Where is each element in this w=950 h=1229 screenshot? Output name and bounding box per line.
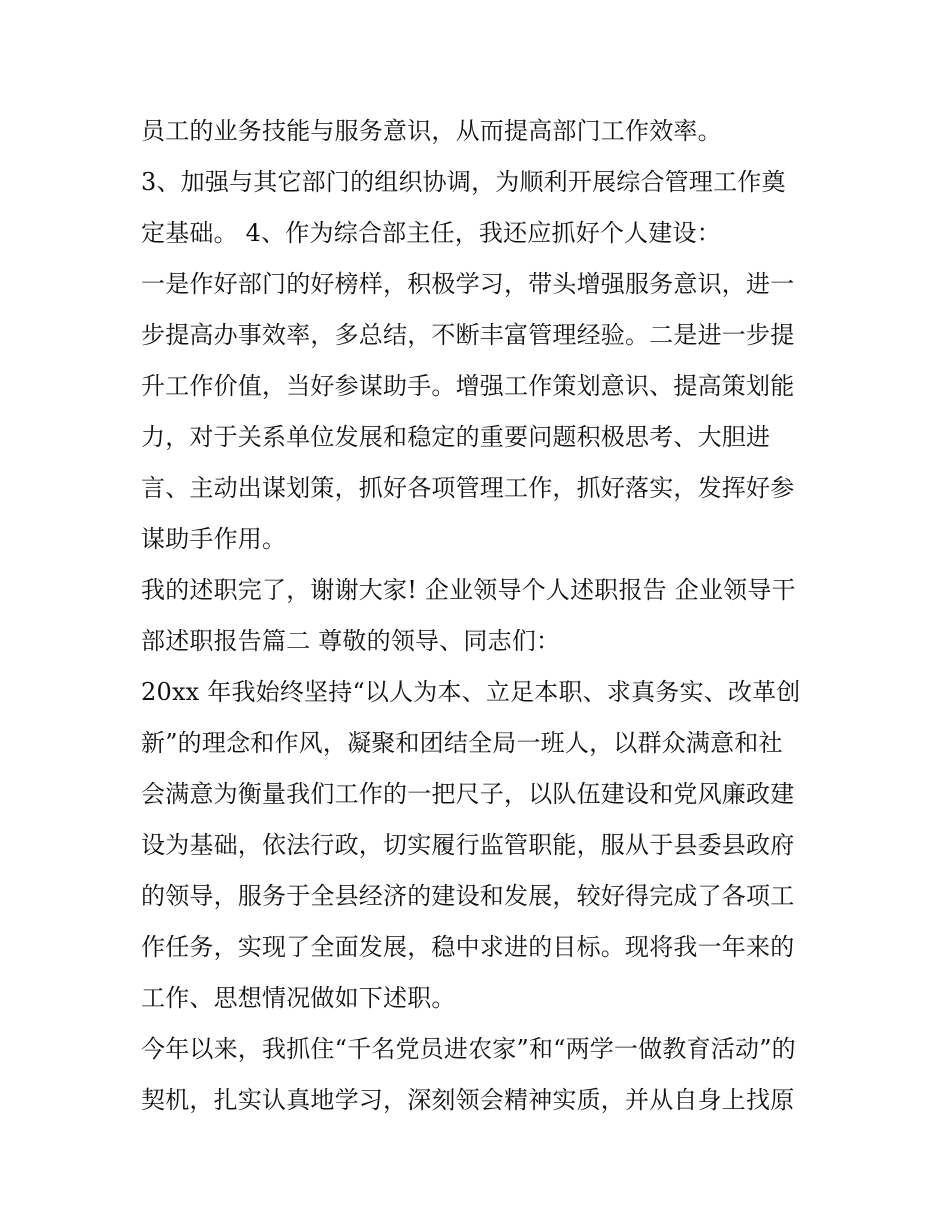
text-line: 3、加强与其它部门的组织协调，为顺利开展综合管理工作奠	[141, 168, 786, 196]
text-line: 设为基础，依法行政，切实履行监管职能，服从于县委县政府	[141, 831, 795, 859]
text-line: 作任务，实现了全面发展，稳中求进的目标。现将我一年来的	[141, 933, 795, 961]
text-line: 部述职报告篇二 尊敬的领导、同志们：	[141, 627, 561, 655]
text-line: 20xx 年我始终坚持“以人为本、立足本职、求真务实、改革创	[141, 678, 801, 706]
text-line: 力，对于关系单位发展和稳定的重要问题积极思考、大胆进	[141, 423, 771, 451]
text-line: 的领导，服务于全县经济的建设和发展，较好得完成了各项工	[141, 882, 795, 910]
text-line: 谋助手作用。	[141, 525, 287, 553]
text-line: 步提高办事效率，多总结，不断丰富管理经验。二是进一步提	[141, 321, 795, 349]
text-line: 员工的业务技能与服务意识，从而提高部门工作效率。	[141, 117, 722, 145]
text-line: 定基础。 4、作为综合部主任，我还应抓好个人建设：	[141, 219, 721, 247]
text-line: 我的述职完了，谢谢大家! 企业领导个人述职报告 企业领导干	[141, 576, 796, 604]
text-line: 升工作价值，当好参谋助手。增强工作策划意识、提高策划能	[141, 372, 795, 400]
text-line: 契机，扎实认真地学习，深刻领会精神实质，并从自身上找原	[141, 1086, 795, 1114]
text-line: 新”的理念和作风，凝聚和团结全局一班人，以群众满意和社	[141, 729, 783, 757]
text-line: 会满意为衡量我们工作的一把尺子，以队伍建设和党风廉政建	[141, 780, 795, 808]
text-line: 今年以来，我抓住“千名党员进农家”和“两学一做教育活动”的	[141, 1035, 796, 1063]
text-line: 言、主动出谋划策，抓好各项管理工作，抓好落实，发挥好参	[141, 474, 795, 502]
text-line: 工作、思想情况做如下述职。	[141, 984, 456, 1012]
document-body	[141, 106, 821, 1126]
text-line: 一是作好部门的好榜样，积极学习，带头增强服务意识，进一	[141, 270, 795, 298]
